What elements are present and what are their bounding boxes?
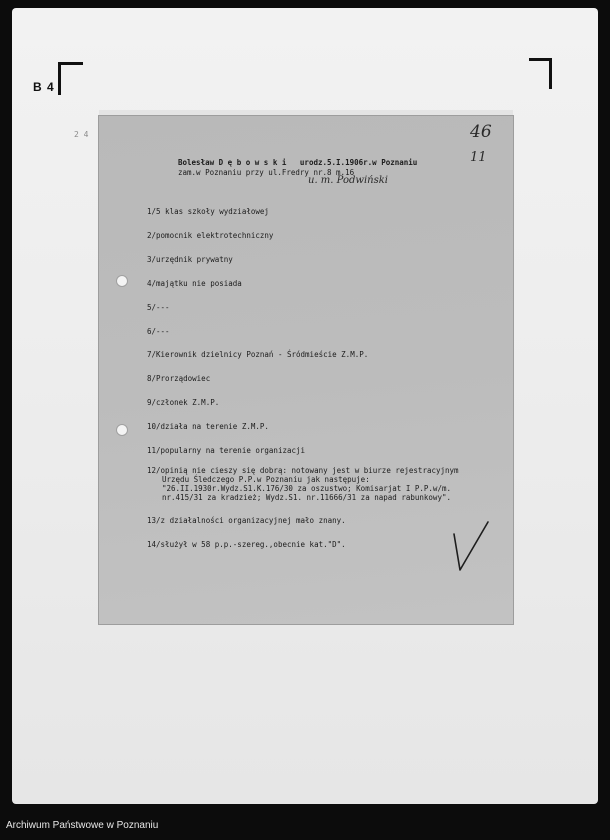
handwritten-note: u. m. Podwiński (308, 175, 388, 186)
list-item: 3/urzędnik prywatny (147, 255, 233, 264)
header-line-2: zam.w Poznaniu przy ul.Fredry nr.8 m.16 (178, 168, 355, 177)
corner-mark-left (58, 62, 83, 95)
list-item: 11/popularny na terenie organizacji (147, 446, 306, 455)
list-item: 10/działa na terenie Z.M.P. (147, 422, 269, 431)
item12-line: Urzędu Śledczego P.P.w Poznaniu jak następuje: (162, 475, 370, 484)
list-item: 6/--- (147, 327, 170, 336)
list-item: 14/służył w 58 p.p.-szereg.,obecnie kat."D". (147, 540, 346, 549)
list-item: 1/5 klas szkoły wydziałowej (147, 207, 269, 216)
item12-line: "26.II.1930r.Wydz.S1.K.176/30 za oszustwo; Komisarjat I P.P.w/m. (162, 484, 451, 493)
handwritten-number-top: 46 (470, 122, 492, 142)
list-item: 8/Prorządowiec (147, 374, 211, 383)
list-item: 9/członek Z.M.P. (147, 398, 220, 407)
punch-hole-lower (116, 424, 128, 436)
list-item: 7/Kierownik dzielnicy Poznań - Śródmieście Z.M.P. (147, 350, 369, 359)
archive-caption: Archiwum Państwowe w Poznaniu (6, 820, 159, 831)
list-item: 5/--- (147, 303, 170, 312)
list-item: 13/z działalności organizacyjnej mało znany. (147, 516, 346, 525)
item12-line: nr.415/31 za kradzież; Wydz.S1. nr.11666/31 za napad rabunkowy". (162, 493, 451, 502)
handwritten-number-bottom: 11 (470, 150, 487, 165)
list-item: 2/pomocnik elektrotechniczny (147, 231, 274, 240)
corner-mark-right (529, 58, 552, 89)
frame-small-mark: 2 4 (74, 130, 89, 139)
list-item: 4/majątku nie posiada (147, 279, 242, 288)
item12-line: 12/opinią nie cieszy się dobrą: notowany jest w biurze rejestracyjnym (147, 466, 459, 475)
header-line-1: Bolesław D ę b o w s k i urodz.5.I.1906r.w Poznaniu (178, 158, 418, 167)
punch-hole-upper (116, 275, 128, 287)
checkmark-icon (450, 518, 492, 576)
frame-label: B 4 (33, 80, 55, 94)
